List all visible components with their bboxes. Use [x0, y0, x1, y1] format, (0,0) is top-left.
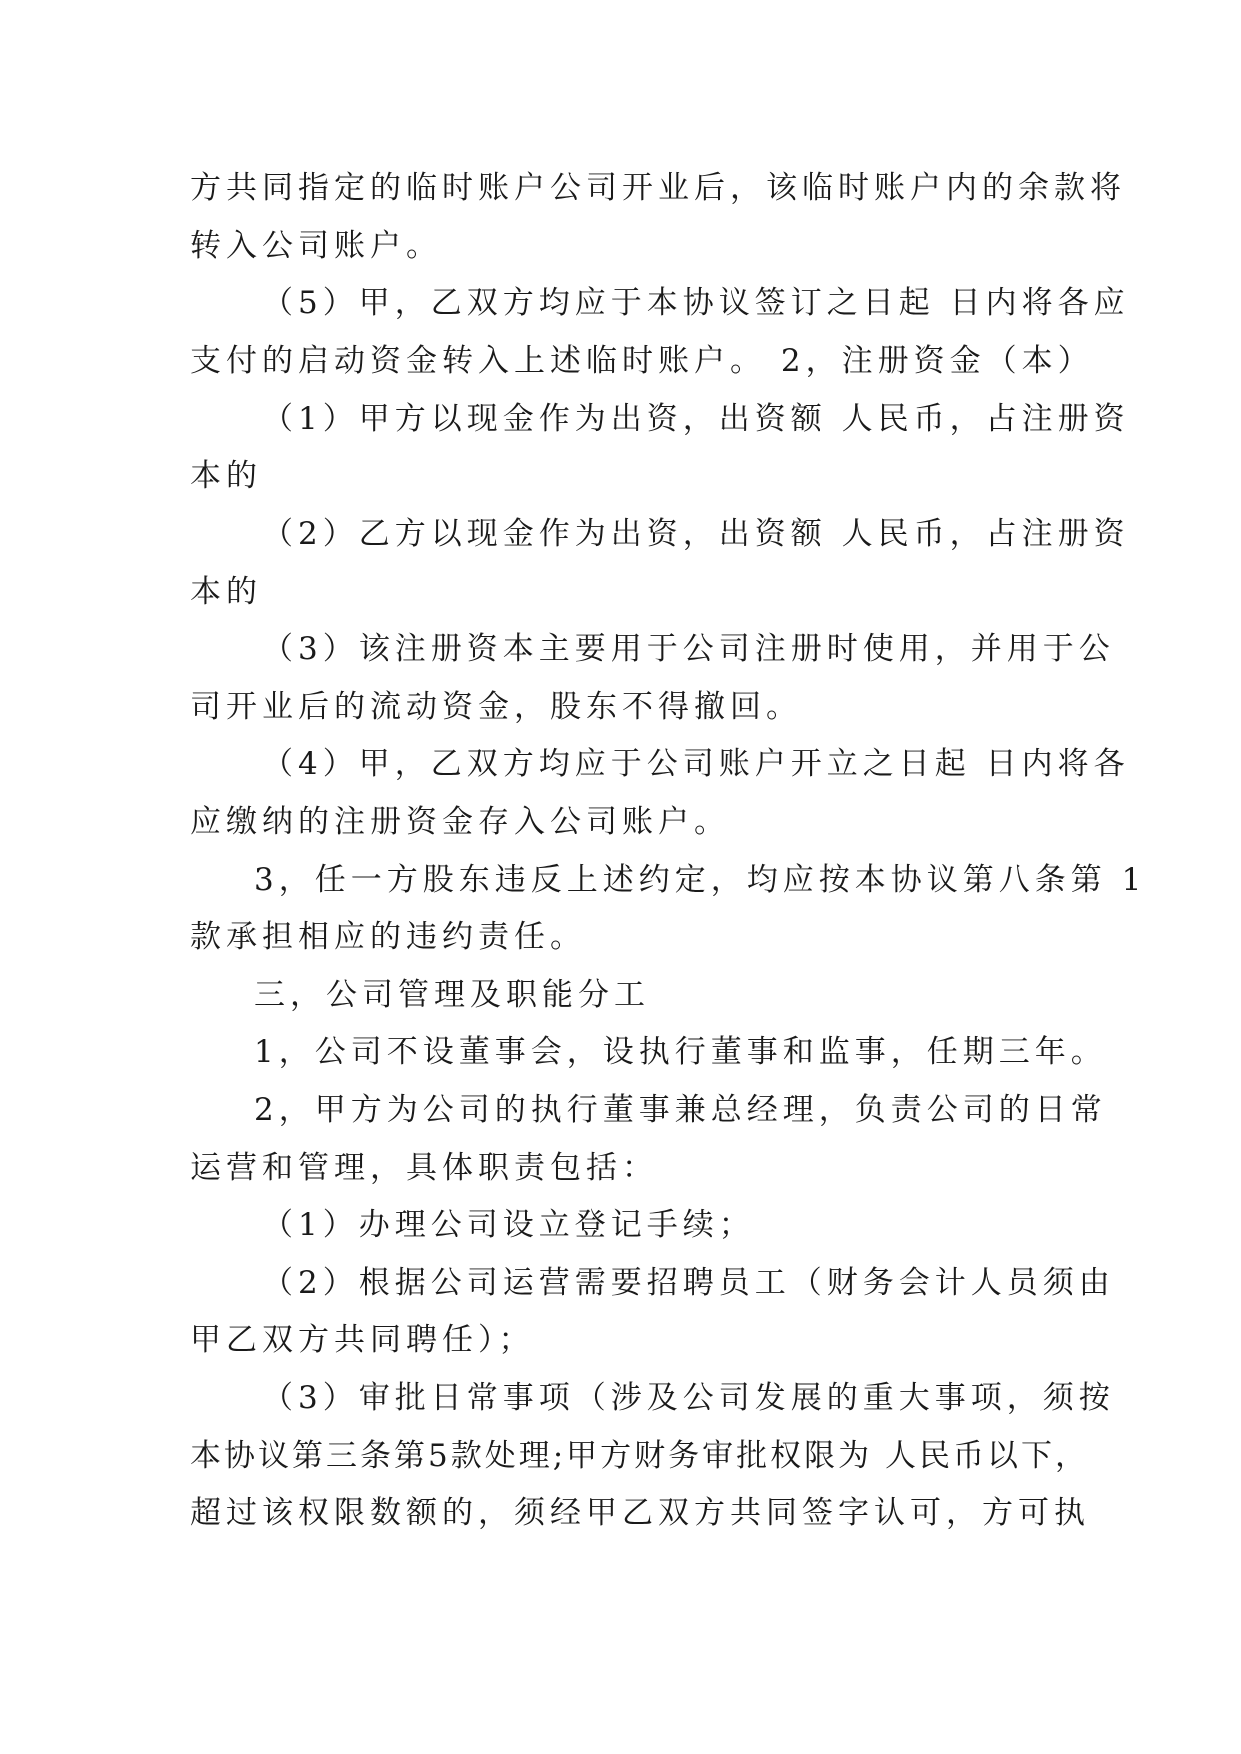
- paragraph-item-1: （1）甲方以现金作为出资，出资额 人民币，占注册资: [262, 401, 1130, 437]
- paragraph-item-3: （3）该注册资本主要用于公司注册时使用，并用于公: [262, 631, 1115, 667]
- body-text-line: 方共同指定的临时账户公司开业后，该临时账户内的余款将: [190, 170, 1126, 206]
- paragraph-item-1: （1）办理公司设立登记手续；: [262, 1207, 755, 1243]
- body-text-line: 司开业后的流动资金，股东不得撤回。: [190, 689, 802, 725]
- body-text-line: 超过该权限数额的，须经甲乙双方共同签字认可，方可执: [190, 1495, 1090, 1531]
- paragraph-item-2: （2）根据公司运营需要招聘员工（财务会计人员须由: [262, 1265, 1115, 1301]
- body-text-line: 甲乙双方共同聘任）；: [190, 1322, 535, 1358]
- paragraph-clause-1: 1，公司不设董事会，设执行董事和监事，任期三年。: [254, 1034, 1107, 1070]
- paragraph-item-4: （4）甲，乙双方均应于公司账户开立之日起 日内将各: [262, 746, 1130, 782]
- body-text-line: 支付的启动资金转入上述临时账户。 2，注册资金（本）: [190, 343, 1094, 379]
- paragraph-item-2: （2）乙方以现金作为出资，出资额 人民币，占注册资: [262, 516, 1130, 552]
- paragraph-clause-2: 2，甲方为公司的执行董事兼总经理，负责公司的日常: [254, 1092, 1107, 1128]
- paragraph-clause-3: 3，任一方股东违反上述约定，均应按本协议第八条第 1: [254, 862, 1147, 898]
- paragraph-item-5: （5）甲，乙双方均应于本协议签订之日起 日内将各应: [262, 285, 1130, 321]
- body-text-line: 本协议第三条第5款处理;甲方财务审批权限为 人民币以下，: [190, 1438, 1090, 1474]
- body-text-line: 本的: [190, 458, 262, 494]
- body-text-line: 款承担相应的违约责任。: [190, 919, 586, 955]
- body-text-line: 应缴纳的注册资金存入公司账户。: [190, 804, 730, 840]
- paragraph-item-3: （3）审批日常事项（涉及公司发展的重大事项，须按: [262, 1380, 1115, 1416]
- body-text-line: 转入公司账户。: [190, 228, 442, 264]
- section-heading: 三，公司管理及职能分工: [254, 977, 650, 1013]
- body-text-line: 本的: [190, 574, 262, 610]
- body-text-line: 运营和管理，具体职责包括：: [190, 1150, 658, 1186]
